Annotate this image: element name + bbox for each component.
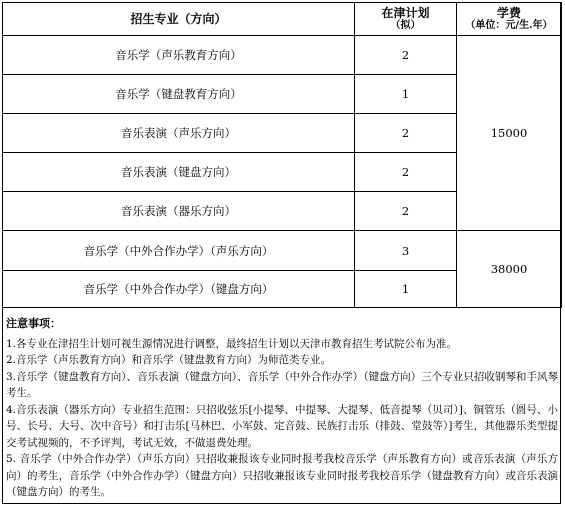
notes-title: 注意事项： (6, 317, 61, 330)
note-item: 2.音乐学（声乐教育方向）和音乐学（键盘教育方向）为师范类专业。 (6, 354, 332, 366)
major-cell: 音乐学（声乐教育方向） (3, 36, 355, 75)
header-fee-line2: （单位：元/生.年） (465, 20, 553, 31)
major-cell: 音乐学（中外合作办学）（键盘方向） (3, 271, 355, 308)
table-header-row (3, 3, 562, 36)
major-cell: 音乐表演（声乐方向） (3, 114, 355, 153)
header-fee-line1: 学费 (496, 6, 521, 20)
note-item: 5. 音乐学（中外合作办学）（声乐方向）只招收兼报该专业同时报考我校音乐学（声乐教育方向）或音乐表演（声乐方向）的考生，音乐学（中外合作办学）（键盘方向）只招收兼报该专业同时报考我校音乐学（键盘教育方向）或音乐表演（键盘方向）的考生。 (6, 453, 558, 498)
plan-cell: 2 (355, 114, 457, 153)
plan-cell: 2 (355, 192, 457, 231)
note-item: 1.各专业在津招生计划可视生源情况进行调整，最终招生计划以天津市教育招生考试院公布为准。 (6, 337, 458, 350)
plan-cell: 1 (355, 271, 457, 308)
header-fee (457, 3, 562, 36)
enrollment-plan-table (2, 2, 562, 308)
header-major: 招生专业（方向） (3, 3, 355, 36)
fee-cell: 15000 (457, 36, 562, 231)
table-row (3, 36, 562, 75)
note-item: 3.音乐学（键盘教育方向）、音乐表演（键盘方向）、音乐学（中外合作办学）（键盘方向）三个专业只招收钢琴和手风琴考生。 (6, 370, 558, 399)
notes-section (6, 316, 558, 501)
major-cell: 音乐表演（器乐方向） (3, 192, 355, 231)
table-row (3, 231, 562, 271)
major-cell: 音乐学（中外合作办学）（声乐方向） (3, 231, 355, 271)
plan-cell: 2 (355, 153, 457, 192)
major-cell: 音乐学（键盘教育方向） (3, 75, 355, 114)
header-plan-line1: 在津计划 (381, 6, 430, 20)
plan-cell: 1 (355, 75, 457, 114)
plan-cell: 2 (355, 36, 457, 75)
note-item: 4.音乐表演（器乐方向）专业招生范围：只招收弦乐[小提琴、中提琴、大提琴、低音提琴（贝司）]、铜管乐（圆号、小号、长号、大号、次中音号）和打击乐[马林巴、小军鼓、定音鼓、民族打击乐（排鼓、堂鼓等）]考生，其他器乐类型提交考试视频的，不予评判，考试无效，不做退费处理。 (6, 403, 558, 449)
major-cell: 音乐表演（键盘方向） (3, 153, 355, 192)
fee-cell: 38000 (457, 231, 562, 308)
plan-cell: 3 (355, 231, 457, 271)
header-plan-line2: （拟） (390, 20, 421, 31)
header-plan (355, 3, 457, 36)
